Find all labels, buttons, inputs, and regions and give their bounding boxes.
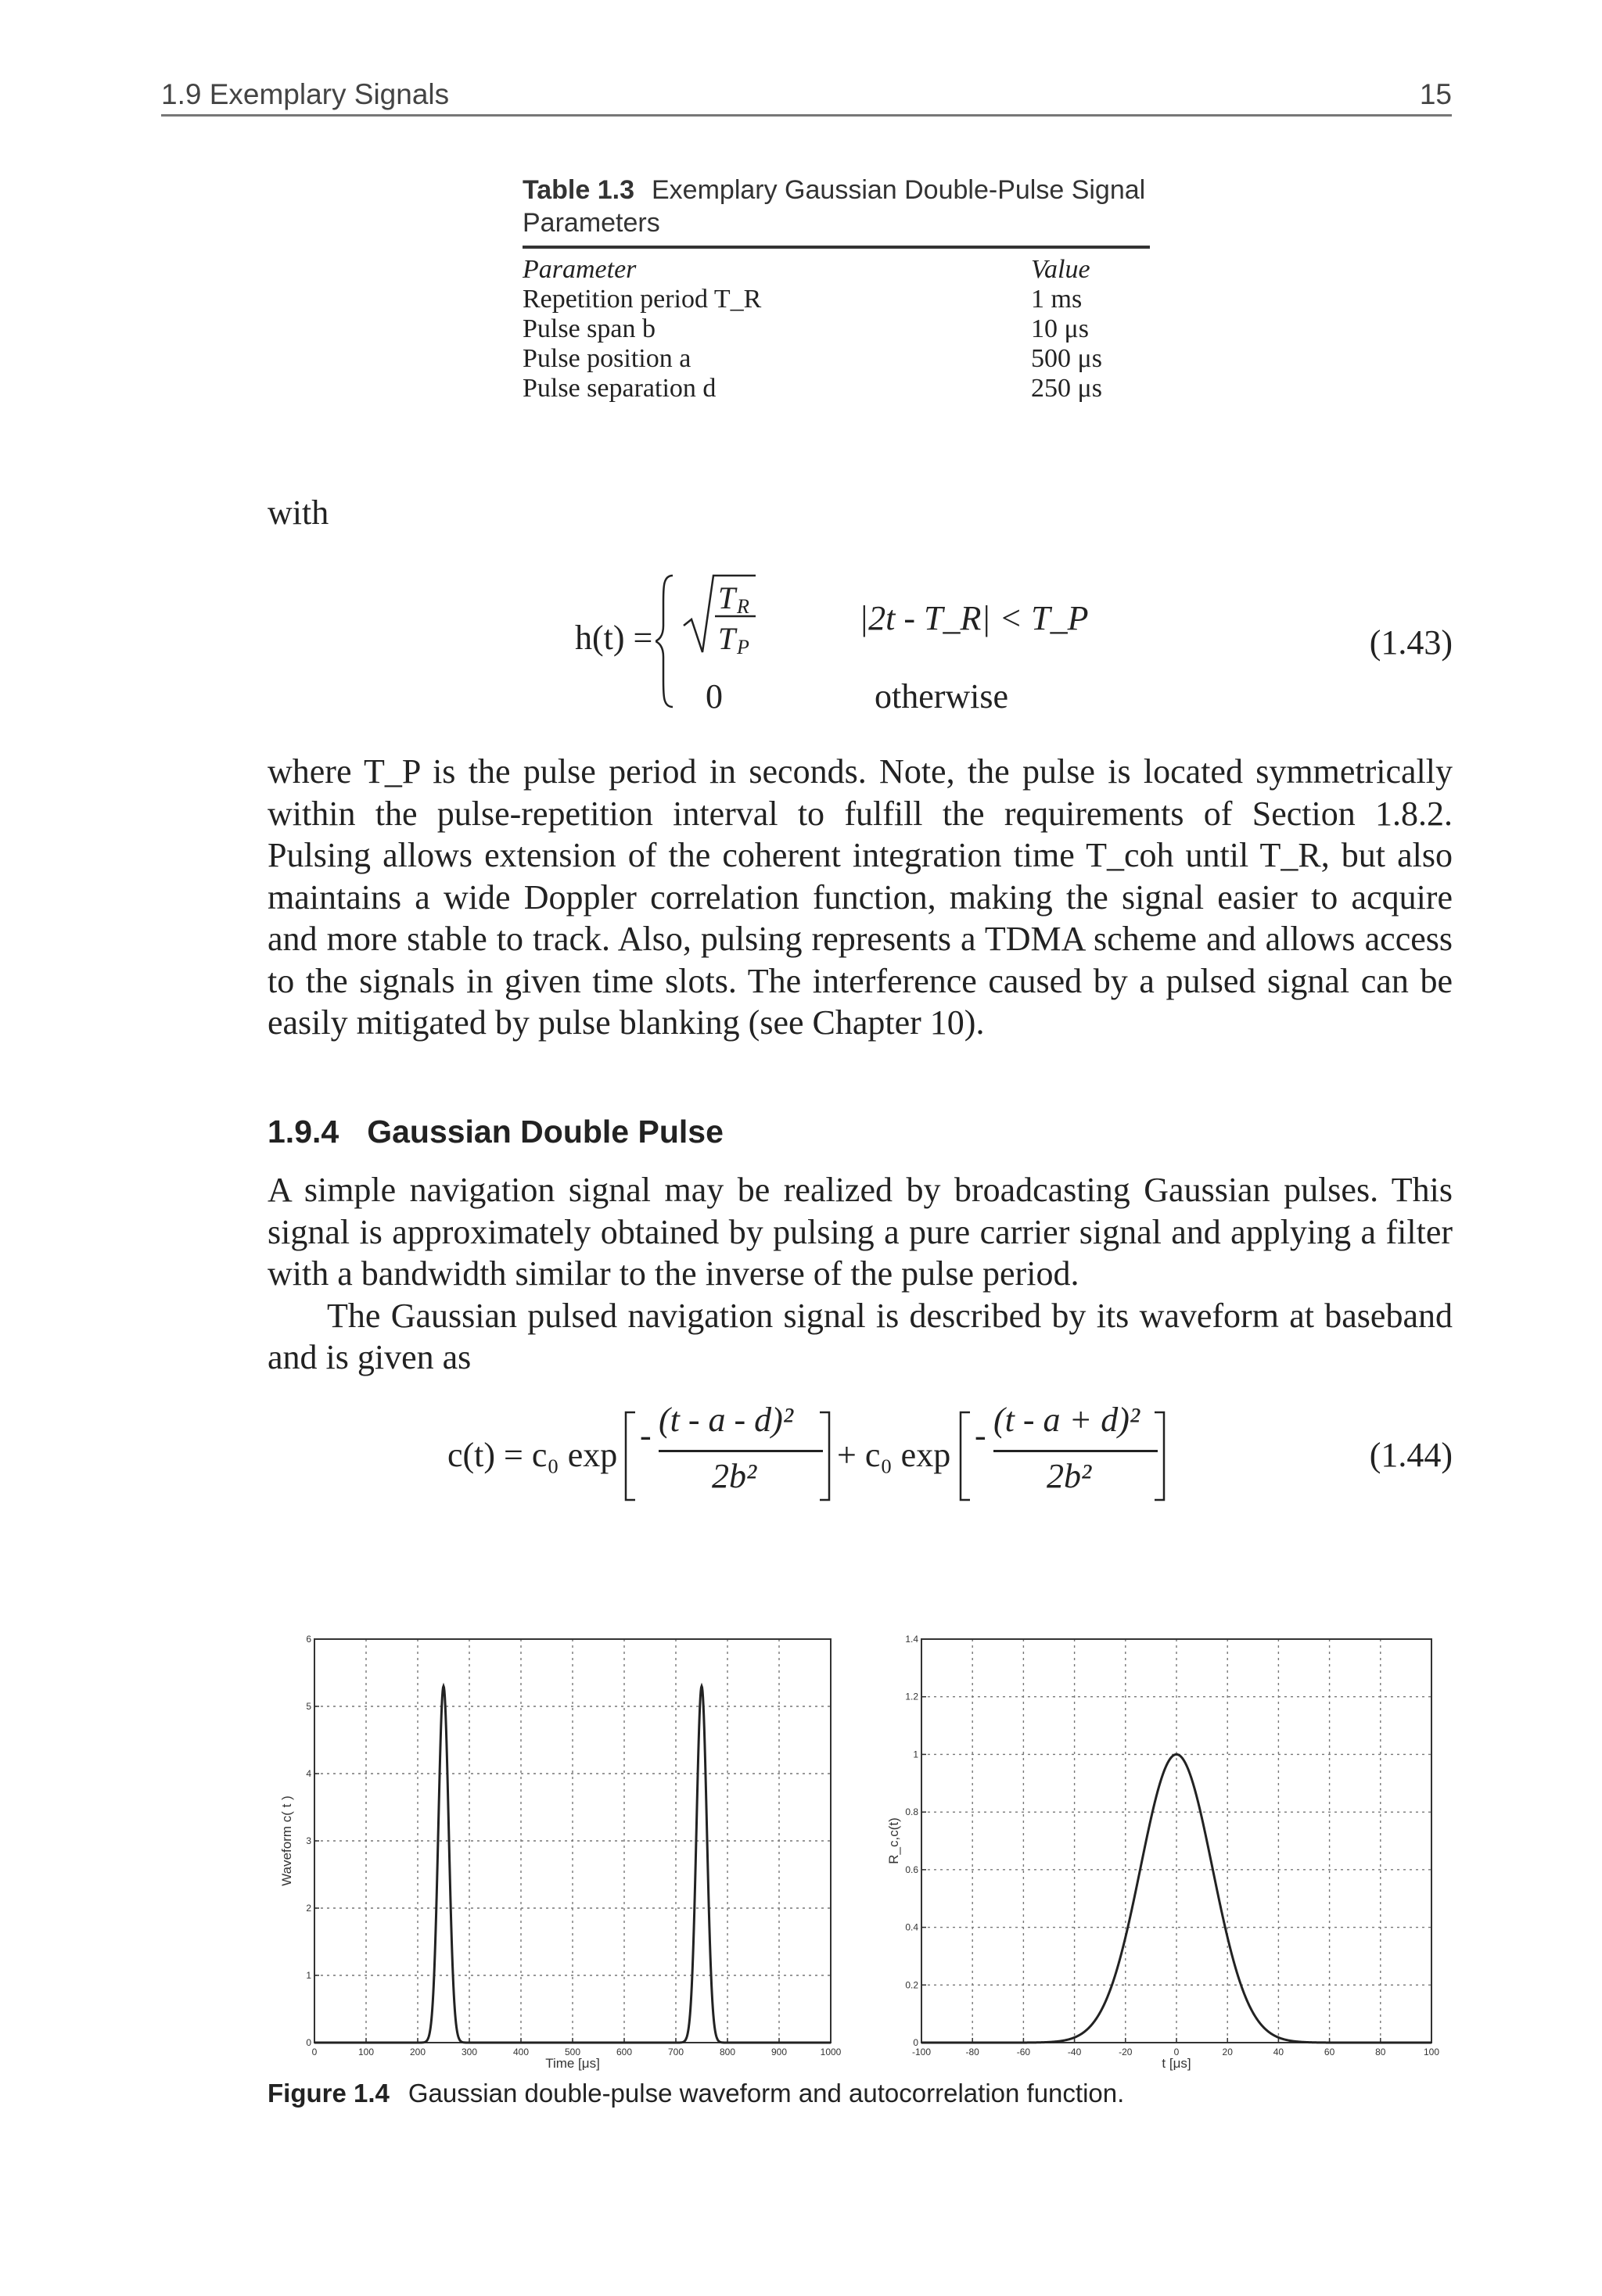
svg-text:T: T xyxy=(718,621,736,656)
table-cell: 10 μs xyxy=(1031,314,1089,343)
x-tick-label: 800 xyxy=(719,2047,736,2057)
eq143-lhs: h(t) = xyxy=(575,619,653,657)
minus-sign: - xyxy=(975,1416,986,1455)
y-tick-label: 1 xyxy=(306,1970,311,1981)
table-row xyxy=(523,285,1150,314)
left-bracket-icon xyxy=(953,1408,976,1505)
x-tick-label: 0 xyxy=(1173,2047,1180,2057)
x-tick-label: 1000 xyxy=(820,2047,842,2057)
table-cell: 500 μs xyxy=(1031,344,1102,373)
eq144-term1-denominator: 2b² xyxy=(712,1457,757,1495)
eq144-number: (1.44) xyxy=(1369,1436,1453,1474)
section-title: Gaussian Double Pulse xyxy=(367,1114,724,1150)
table-cell: Pulse separation d xyxy=(523,374,717,403)
minus-sign: - xyxy=(640,1416,652,1455)
body-paragraph-2b: The Gaussian pulsed navigation signal is described by its waveform at baseband and is given as xyxy=(268,1296,1453,1376)
figure-caption xyxy=(268,2079,1124,2108)
x-tick-label: 40 xyxy=(1273,2047,1284,2057)
sqrt-fraction-icon xyxy=(681,571,759,657)
figure-label: Figure 1.4 xyxy=(268,2079,390,2108)
table-header-parameter: Parameter xyxy=(523,255,637,284)
left-bracket-icon xyxy=(618,1408,641,1505)
table-cell: Pulse position a xyxy=(523,344,691,373)
left-brace-icon xyxy=(656,571,679,712)
x-tick-label: 20 xyxy=(1222,2047,1233,2057)
x-axis-label: Time [μs] xyxy=(545,2056,600,2071)
x-tick-label: -40 xyxy=(1067,2047,1082,2057)
y-tick-label: 3 xyxy=(306,1835,311,1846)
y-tick-label: 0 xyxy=(913,2037,918,2048)
y-tick-label: 0.2 xyxy=(905,1979,918,1991)
x-tick-label: 400 xyxy=(512,2047,530,2057)
y-tick-label: 5 xyxy=(306,1701,311,1712)
x-tick-label: -80 xyxy=(965,2047,979,2057)
eq144-term2-denominator: 2b² xyxy=(1047,1457,1092,1495)
right-bracket-icon xyxy=(1148,1408,1172,1505)
eq143-case2-condition: otherwise xyxy=(875,677,1009,716)
y-tick-label: 2 xyxy=(306,1903,311,1914)
table-header-value: Value xyxy=(1031,255,1090,284)
body-paragraph-2 xyxy=(268,1169,1453,1379)
x-tick-label: -60 xyxy=(1016,2047,1031,2057)
x-tick-label: 60 xyxy=(1324,2047,1335,2057)
eq143-number: (1.43) xyxy=(1369,623,1453,662)
body-paragraph-2a: A simple navigation signal may be realized by broadcasting Gaussian pulses. This signal is approximately obtained by pulsing a pure carrier signal and applying a filter with a bandwidth similar to the inverse of the pulse period. xyxy=(268,1171,1453,1293)
table-caption xyxy=(523,174,1164,239)
y-axis-label: Waveform c( t ) xyxy=(279,1796,294,1886)
eq144-plus-term: + c₀ exp xyxy=(837,1436,951,1474)
x-tick-label: -20 xyxy=(1119,2047,1133,2057)
y-tick-label: 4 xyxy=(306,1768,311,1779)
x-tick-label: 900 xyxy=(770,2047,788,2057)
waveform-plot xyxy=(279,1634,842,2071)
x-tick-label: 700 xyxy=(667,2047,684,2057)
y-tick-label: 0.8 xyxy=(905,1806,918,1818)
parameter-table xyxy=(523,246,1150,416)
table-row xyxy=(523,314,1150,344)
fraction-bar xyxy=(993,1450,1158,1452)
svg-text:R: R xyxy=(737,595,749,618)
x-tick-label: -100 xyxy=(911,2047,932,2057)
svg-text:P: P xyxy=(737,636,749,657)
header-section-title: 1.9 Exemplary Signals xyxy=(161,78,450,110)
page-number: 15 xyxy=(1419,78,1452,110)
figure-caption-text: Gaussian double-pulse waveform and autocorrelation function. xyxy=(408,2079,1125,2108)
table-cell: Pulse span b xyxy=(523,314,656,343)
eq144-term2-numerator: (t - a + d)² xyxy=(993,1401,1140,1439)
y-tick-label: 0.6 xyxy=(905,1864,918,1875)
y-tick-label: 6 xyxy=(306,1634,311,1645)
with-text: with xyxy=(268,493,329,532)
body-paragraph: where T_P is the pulse period in seconds. Note, the pulse is located symmetrically within the pulse-repetition interval to fulfill the requirements of Section 1.8.2. Pulsing allows extension of the coherent integration time T_coh until T_R, but also maintains a wide Doppler correlation function, making the signal easier to acquire and more stable to track. Also, pulsing represents a TDMA scheme and allows access to the signals in given time slots. The interference caused by a pulsed signal can be easily mitigated by pulse blanking (see Chapter 10). xyxy=(268,752,1453,1042)
table-cell: 1 ms xyxy=(1031,285,1083,314)
table-row xyxy=(523,344,1150,374)
table-cell: 250 μs xyxy=(1031,374,1102,403)
right-bracket-icon xyxy=(814,1408,837,1505)
x-tick-label: 500 xyxy=(564,2047,581,2057)
y-tick-label: 0.4 xyxy=(905,1921,918,1933)
eq143-case2-value: 0 xyxy=(706,677,723,716)
section-number: 1.9.4 xyxy=(268,1114,339,1150)
x-tick-label: 300 xyxy=(461,2047,478,2057)
section-heading xyxy=(268,1114,724,1150)
x-tick-label: 100 xyxy=(1423,2047,1440,2057)
table-cell: Repetition period T_R xyxy=(523,285,762,314)
eq144-term1-numerator: (t - a - d)² xyxy=(659,1401,794,1439)
y-tick-label: 1 xyxy=(913,1749,918,1760)
y-tick-label: 1.2 xyxy=(905,1691,918,1702)
table-label: Table 1.3 xyxy=(523,175,634,205)
y-tick-label: 0 xyxy=(306,2037,311,2048)
running-header xyxy=(161,78,1452,117)
eq144-lhs: c(t) = c₀ exp xyxy=(447,1436,618,1474)
table-header-row xyxy=(523,255,1150,285)
x-tick-label: 0 xyxy=(311,2047,318,2057)
eq143-case1-condition: |2t - T_R| < T_P xyxy=(859,599,1089,637)
autocorrelation-plot xyxy=(886,1634,1439,2071)
table-title: Exemplary Gaussian Double-Pulse Signal Parameters xyxy=(523,175,1146,238)
x-tick-label: 600 xyxy=(616,2047,633,2057)
x-tick-label: 80 xyxy=(1375,2047,1386,2057)
svg-text:T: T xyxy=(718,580,736,615)
x-axis-label: t [μs] xyxy=(1162,2056,1191,2071)
fraction-bar xyxy=(659,1450,823,1452)
x-tick-label: 200 xyxy=(409,2047,426,2057)
figure-1-4 xyxy=(235,1611,1455,2080)
table-row xyxy=(523,374,1150,416)
x-tick-label: 100 xyxy=(357,2047,375,2057)
y-tick-label: 1.4 xyxy=(905,1634,918,1645)
y-axis-label: R_c,c(t) xyxy=(886,1817,901,1864)
